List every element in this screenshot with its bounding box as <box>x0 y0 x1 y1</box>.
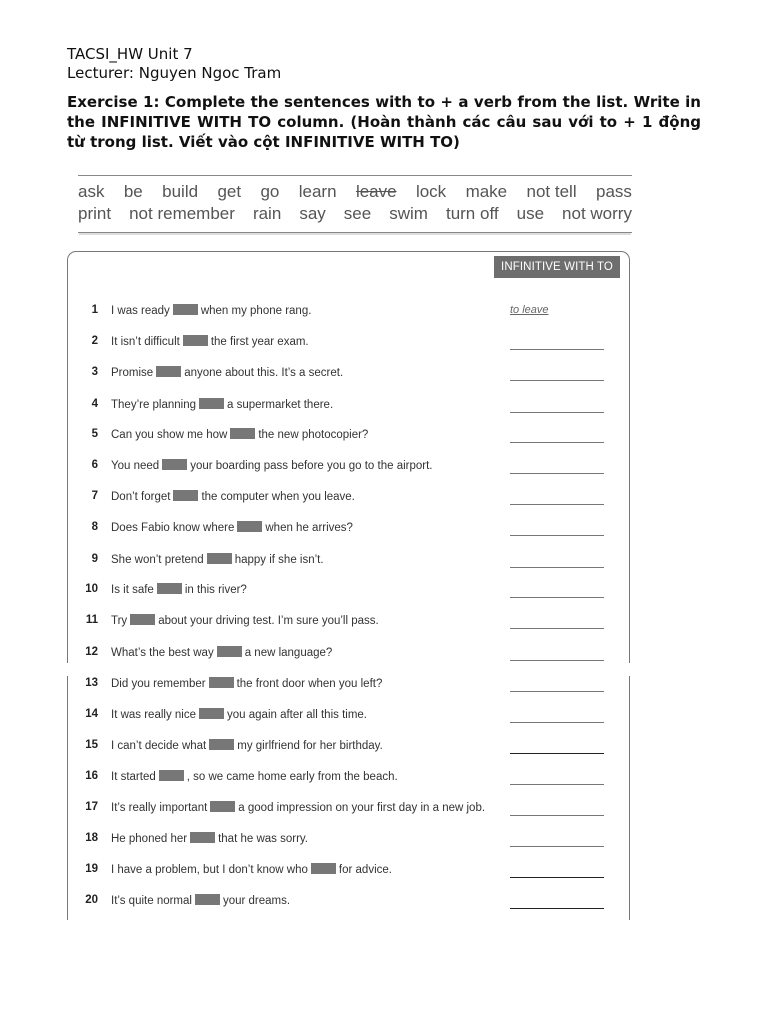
infinitive-column-header: INFINITIVE WITH TO <box>494 256 620 278</box>
word-list-item: print <box>78 204 112 223</box>
answer-gap <box>130 614 155 625</box>
item-sentence <box>111 770 398 783</box>
item-sentence <box>111 739 383 752</box>
answer-field[interactable] <box>510 521 604 536</box>
answer-field[interactable] <box>510 490 604 505</box>
item-number: 14 <box>85 708 98 720</box>
word-list-item: turn off <box>445 204 499 223</box>
sentence-start: Don’t forget <box>111 491 171 503</box>
item-sentence <box>111 614 379 627</box>
answer-field[interactable] <box>510 646 604 661</box>
answer-field[interactable]: to leave <box>510 304 549 316</box>
answer-gap <box>195 894 220 905</box>
word-list-item: pass <box>595 182 632 201</box>
answer-field[interactable] <box>510 428 604 443</box>
sentence-end: a new language? <box>244 647 333 659</box>
sentence-start: He phoned her <box>111 833 188 845</box>
answer-field[interactable] <box>510 708 604 723</box>
item-number: 2 <box>91 335 98 347</box>
item-number: 19 <box>85 863 98 875</box>
sentence-end: when my phone rang. <box>200 305 312 317</box>
answer-gap <box>230 428 255 439</box>
sentence-start: It started <box>111 771 156 783</box>
page-break-gap <box>60 663 640 676</box>
item-sentence <box>111 677 382 690</box>
word-list-item: ask <box>78 182 105 201</box>
answer-gap <box>162 459 187 470</box>
word-list-item: build <box>162 182 199 201</box>
answer-field[interactable] <box>510 677 604 692</box>
sentence-start: Can you show me how <box>111 429 228 441</box>
lecturer-name: Lecturer: Nguyen Ngoc Tram <box>67 64 282 82</box>
item-number: 17 <box>85 801 98 813</box>
word-list-item: not worry <box>562 204 632 223</box>
sentence-end: you again after all this time. <box>227 709 368 721</box>
sentence-start: It was really nice <box>111 709 197 721</box>
sentence-start: It’s quite normal <box>111 895 192 907</box>
word-list-item: learn <box>298 182 337 201</box>
answer-gap <box>199 398 224 409</box>
exercise-item <box>79 459 619 477</box>
item-sentence <box>111 801 485 814</box>
answer-field[interactable] <box>510 863 604 878</box>
answer-gap <box>207 553 232 564</box>
item-sentence <box>111 398 333 411</box>
item-sentence <box>111 428 368 441</box>
exercise-item <box>79 863 619 881</box>
answer-field[interactable] <box>510 335 604 350</box>
answer-field[interactable] <box>510 894 604 909</box>
answer-field[interactable] <box>510 366 604 381</box>
sentence-start: It’s really important <box>111 802 208 814</box>
answer-gap <box>209 677 234 688</box>
sentence-start: They’re planning <box>111 399 197 411</box>
word-list-box <box>78 175 632 233</box>
answer-gap <box>173 304 198 315</box>
exercise-item <box>79 801 619 819</box>
sentence-end: a supermarket there. <box>227 399 334 411</box>
item-sentence <box>111 521 353 534</box>
exercise-item <box>79 304 619 322</box>
exercise-item <box>79 583 619 601</box>
answer-field[interactable] <box>510 770 604 785</box>
item-sentence <box>111 646 332 659</box>
item-number: 5 <box>91 428 98 440</box>
answer-gap <box>157 583 182 594</box>
sentence-end: the new photocopier? <box>258 429 369 441</box>
answer-field[interactable] <box>510 832 604 847</box>
item-number: 1 <box>91 304 98 316</box>
word-list-item: say <box>299 204 326 223</box>
word-list-item: be <box>123 182 143 201</box>
exercise-item <box>79 614 619 632</box>
word-list-item: see <box>343 204 372 223</box>
word-list-item: leave <box>355 182 397 201</box>
word-list-item: get <box>217 182 242 201</box>
item-number: 15 <box>85 739 98 751</box>
item-number: 11 <box>85 614 98 626</box>
answer-field[interactable] <box>510 553 604 568</box>
answer-field[interactable] <box>510 459 604 474</box>
word-list-item: rain <box>252 204 282 223</box>
exercise-item <box>79 708 619 726</box>
answer-field[interactable] <box>510 398 604 413</box>
exercise-item <box>79 770 619 788</box>
item-sentence <box>111 894 290 907</box>
item-number: 7 <box>91 490 98 502</box>
item-number: 12 <box>85 646 98 658</box>
sentence-start: What’s the best way <box>111 647 214 659</box>
exercise-item <box>79 553 619 571</box>
item-number: 13 <box>85 677 98 689</box>
item-number: 4 <box>91 398 98 410</box>
item-sentence <box>111 459 432 472</box>
sentence-end: happy if she isn’t. <box>234 554 324 566</box>
word-list-row-2 <box>78 204 632 224</box>
sentence-start: Is it safe <box>111 584 154 596</box>
item-sentence <box>111 335 309 348</box>
word-list-item: swim <box>389 204 428 223</box>
exercise-item <box>79 335 619 353</box>
word-list-item: go <box>260 182 280 201</box>
exercise-item <box>79 521 619 539</box>
sentence-end: that he was sorry. <box>218 833 308 845</box>
item-sentence <box>111 553 324 566</box>
word-list-item: not tell <box>526 182 577 201</box>
answer-gap <box>210 801 235 812</box>
word-list-item: make <box>465 182 508 201</box>
item-number: 18 <box>85 832 98 844</box>
item-sentence <box>111 366 343 379</box>
answer-gap <box>159 770 184 781</box>
sentence-end: your dreams. <box>222 895 291 907</box>
word-list-item: not remember <box>129 204 235 223</box>
exercise-item <box>79 490 619 508</box>
sentence-start: You need <box>111 460 160 472</box>
sentence-start: Promise <box>111 367 154 379</box>
item-sentence <box>111 708 367 721</box>
sentence-start: Try <box>111 615 128 627</box>
item-number: 8 <box>91 521 98 533</box>
answer-gap <box>183 335 208 346</box>
exercise-item <box>79 428 619 446</box>
exercise-item <box>79 739 619 757</box>
answer-gap <box>237 521 262 532</box>
item-sentence <box>111 490 355 503</box>
exercise-instructions: Exercise 1: Complete the sentences with to + a verb from the list. Write in the INFINITIVE WITH TO column. (Hoàn thành các câu sau với to + 1 động từ trong list. Viết vào cột INFINITIVE WITH TO) <box>67 93 701 151</box>
item-number: 9 <box>91 553 98 565</box>
answer-gap <box>156 366 181 377</box>
sentence-end: a good impression on your first day in a new job. <box>238 802 486 814</box>
item-number: 3 <box>91 366 98 378</box>
sentence-end: my girlfriend for her birthday. <box>237 740 383 752</box>
item-sentence <box>111 863 392 876</box>
answer-field[interactable] <box>510 801 604 816</box>
exercise-item <box>79 366 619 384</box>
answer-gap <box>217 646 242 657</box>
item-number: 6 <box>91 459 98 471</box>
document-title: TACSI_HW Unit 7 <box>67 45 193 63</box>
sentence-end: the first year exam. <box>210 336 309 348</box>
sentence-start: I have a problem, but I don’t know who <box>111 864 308 876</box>
word-list-item: lock <box>415 182 447 201</box>
sentence-end: about your driving test. I’m sure you’ll pass. <box>158 615 379 627</box>
sentence-end: your boarding pass before you go to the airport. <box>190 460 433 472</box>
sentence-end: in this river? <box>184 584 247 596</box>
answer-gap <box>311 863 336 874</box>
item-number: 10 <box>85 583 98 595</box>
sentence-start: She won’t pretend <box>111 554 204 566</box>
answer-gap <box>199 708 224 719</box>
answer-field[interactable] <box>510 583 604 598</box>
sentence-end: the front door when you left? <box>236 678 383 690</box>
answer-field[interactable] <box>510 614 604 629</box>
item-sentence <box>111 832 308 845</box>
sentence-end: the computer when you leave. <box>201 491 355 503</box>
word-list-row-1 <box>78 182 632 202</box>
answer-field[interactable] <box>510 739 604 754</box>
sentence-end: , so we came home early from the beach. <box>186 771 398 783</box>
exercise-item <box>79 894 619 912</box>
sentence-start: I can’t decide what <box>111 740 207 752</box>
word-list-item: use <box>516 204 545 223</box>
sentence-start: It isn’t difficult <box>111 336 180 348</box>
exercise-item <box>79 646 619 664</box>
sentence-start: I was ready <box>111 305 170 317</box>
answer-gap <box>190 832 215 843</box>
sentence-start: Did you remember <box>111 678 206 690</box>
sentence-end: when he arrives? <box>265 522 353 534</box>
exercise-item <box>79 832 619 850</box>
item-number: 16 <box>85 770 98 782</box>
sentence-start: Does Fabio know where <box>111 522 235 534</box>
sentence-end: for advice. <box>338 864 392 876</box>
answer-gap <box>173 490 198 501</box>
exercise-item <box>79 398 619 416</box>
exercise-item <box>79 677 619 695</box>
item-sentence <box>111 304 311 317</box>
answer-gap <box>209 739 234 750</box>
item-number: 20 <box>85 894 98 906</box>
sentence-end: anyone about this. It’s a secret. <box>184 367 344 379</box>
item-sentence <box>111 583 247 596</box>
